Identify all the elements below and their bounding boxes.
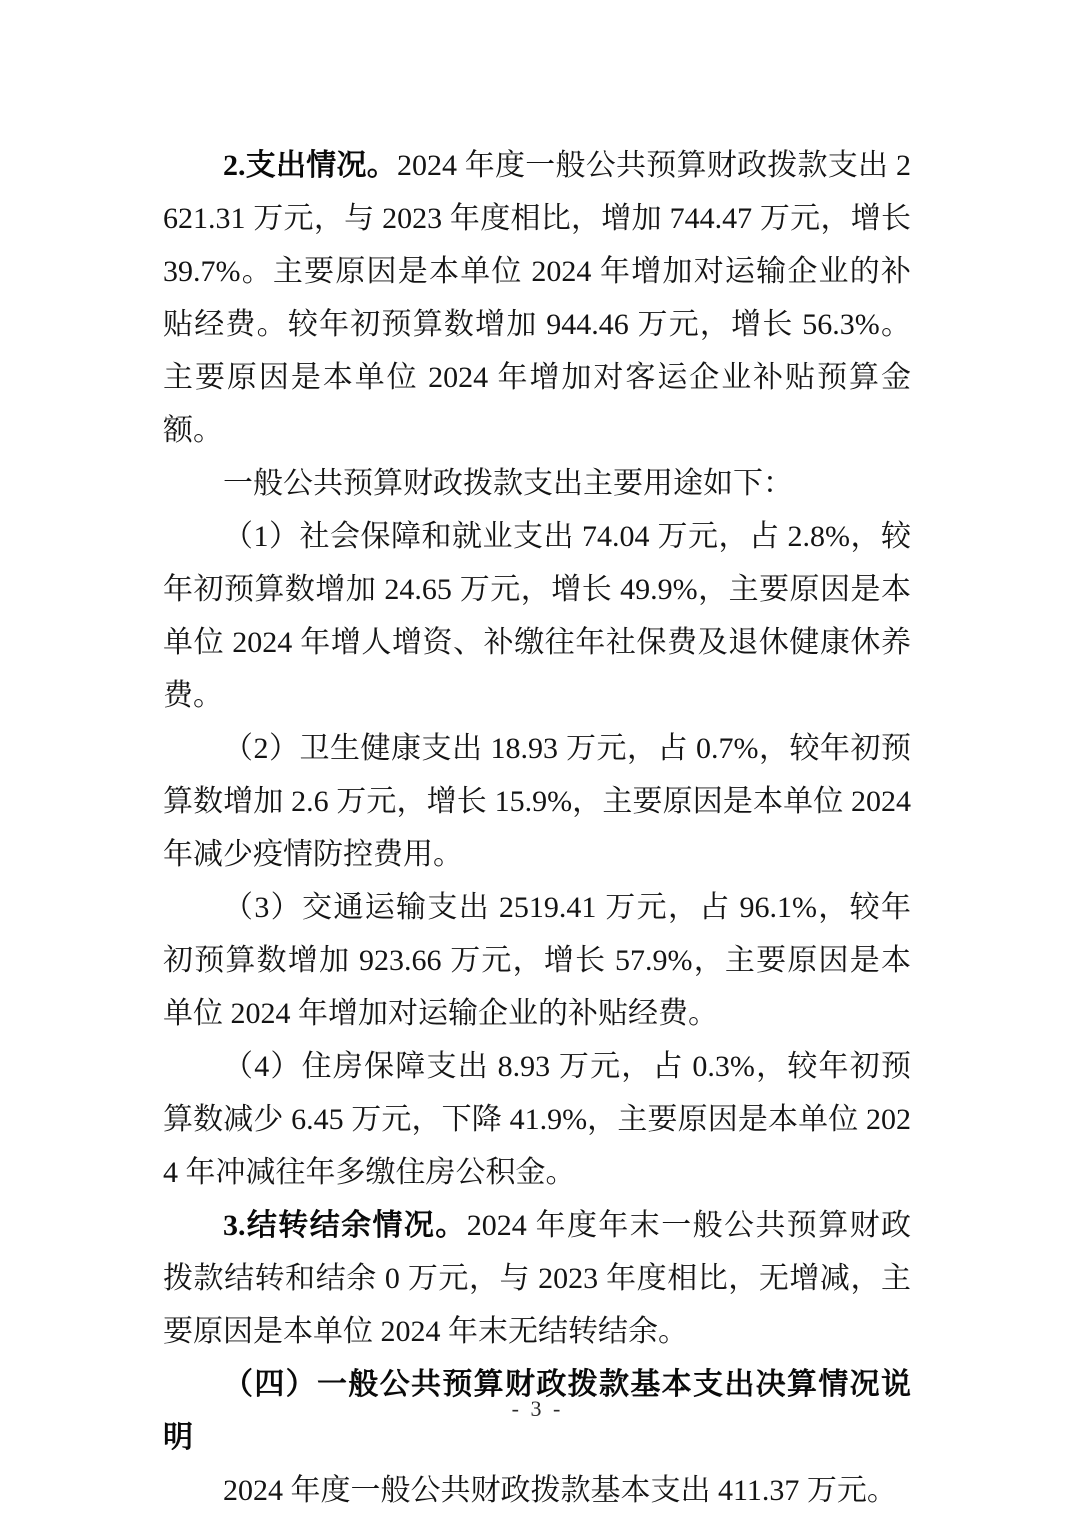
text-run: （2）卫生健康支出 18.93 万元，占 0.7%，较年初预算数增加 2.6 万元，增长 15.9%，主要原因是本单位 2024 年减少疫情防控费用。: [163, 732, 911, 871]
bold-run: （四）一般公共预算财政拨款基本支出决算情况说明: [163, 1368, 911, 1454]
text-run: 2024 年度一般公共财政拨款基本支出 411.37 万元。: [223, 1474, 897, 1507]
bold-run: 3.结转结余情况。: [223, 1209, 467, 1242]
document-body: [163, 139, 911, 1517]
bold-run: 2.支出情况。: [223, 149, 397, 182]
paragraph: [163, 510, 911, 722]
paragraph: [163, 722, 911, 881]
paragraph: [163, 1464, 911, 1517]
paragraph: [163, 1199, 911, 1358]
paragraph: [163, 1040, 911, 1199]
text-run: 2024 年度年末一般公共预算财政拨款结转和结余 0 万元，与 2023 年度相比，无增减，主要原因是本单位 2024 年末无结转结余。: [163, 1209, 912, 1348]
text-run: 2024 年度一般公共预算财政拨款支出 2621.31 万元，与 2023 年度相比，增加 744.47 万元，增长 39.7%。主要原因是本单位 2024 年增加对运输企业的补贴经费。较年初预算数增加 944.46 万元，增长 56.3%。主要原因是本单位 2024 年增加对客运企业补贴预算金额。: [163, 149, 911, 447]
text-run: （1）社会保障和就业支出 74.04 万元，占 2.8%，较年初预算数增加 24.65 万元，增长 49.9%，主要原因是本单位 2024 年增人增资、补缴往年社保费及退休健康休养费。: [163, 520, 911, 712]
text-run: （4）住房保障支出 8.93 万元，占 0.3%，较年初预算数减少 6.45 万元，下降 41.9%，主要原因是本单位 2024 年冲减往年多缴住房公积金。: [163, 1050, 911, 1189]
page-number: - 3 -: [511, 1396, 564, 1421]
text-run: （3）交通运输支出 2519.41 万元，占 96.1%，较年初预算数增加 923.66 万元，增长 57.9%，主要原因是本单位 2024 年增加对运输企业的补贴经费。: [163, 891, 911, 1030]
text-run: 一般公共预算财政拨款支出主要用途如下：: [223, 467, 793, 500]
paragraph: [163, 457, 911, 510]
paragraph: [163, 881, 911, 1040]
paragraph: [163, 139, 911, 457]
